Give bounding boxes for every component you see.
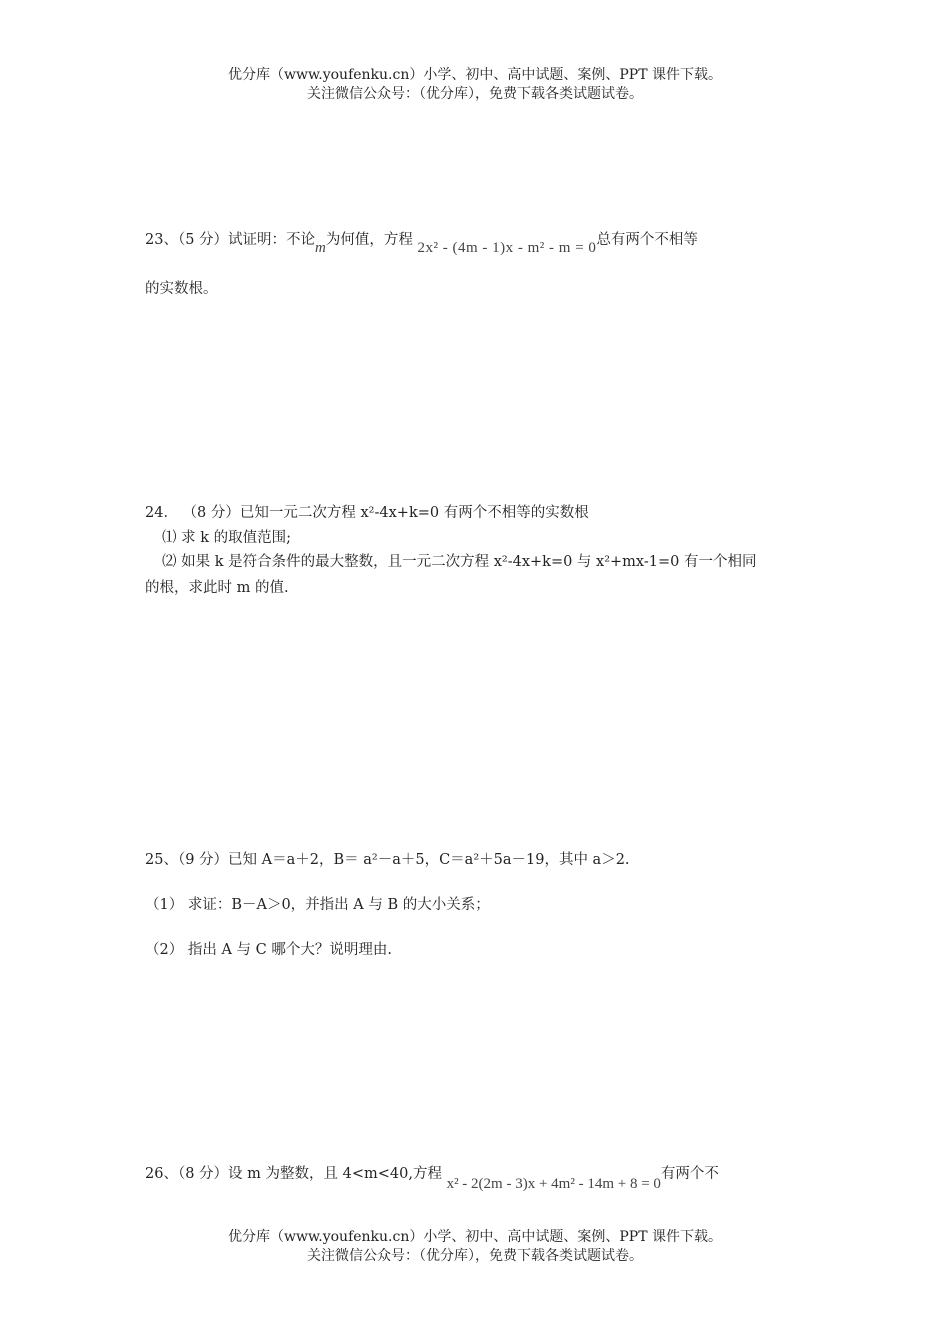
- question-26-equation: x² - 2(2m - 3)x + 4m² - 14m + 8 = 0: [446, 1176, 661, 1192]
- question-23-prefix: 23、（5 分）试证明：不论: [145, 232, 316, 248]
- question-25-part-2: （2） 指出 A 与 C 哪个大？说明理由.: [145, 942, 392, 958]
- header-line-1: 优分库（www.youfenku.cn）小学、初中、高中试题、案例、PPT 课件下载。: [227, 67, 722, 83]
- page-footer: [0, 1228, 950, 1266]
- header-line-2: 关注微信公众号：（优分库），免费下载各类试题试卷。: [307, 86, 643, 102]
- question-26-line: [145, 1162, 719, 1192]
- page-header: [0, 66, 950, 104]
- question-24-part-2: ⑵ 如果 k 是符合条件的最大整数，且一元二次方程 x²-4x+k=0 与 x²+mx-1=0 有一个相同: [162, 554, 757, 570]
- footer-line-1: 优分库（www.youfenku.cn）小学、初中、高中试题、案例、PPT 课件下载。: [227, 1229, 722, 1245]
- question-23-suffix: 总有两个不相等: [596, 232, 698, 248]
- question-26-prefix: 26、（8 分）设 m 为整数，且 4<m<40,方程: [145, 1166, 442, 1182]
- question-24-part-2-cont: 的根，求此时 m 的值.: [145, 580, 289, 596]
- question-25-title: 25、（9 分）已知 A＝a＋2，B＝ a²－a＋5，C＝a²＋5a－19，其中 a＞2.: [145, 852, 630, 868]
- question-26-suffix: 有两个不: [660, 1166, 719, 1182]
- question-23-mid: 为何值，方程: [325, 232, 413, 248]
- footer-line-2: 关注微信公众号：（优分库），免费下载各类试题试卷。: [307, 1248, 643, 1264]
- question-24-part-1: ⑴ 求 k 的取值范围;: [162, 530, 291, 546]
- question-23-equation: 2x² - (4m - 1)x - m² - m = 0: [417, 240, 597, 256]
- question-23-variable: m: [315, 240, 326, 256]
- question-23-line-1: [145, 228, 698, 256]
- question-23-line-2: 的实数根。: [145, 281, 218, 297]
- question-25-part-1: （1） 求证：B－A＞0，并指出 A 与 B 的大小关系；: [145, 897, 490, 913]
- question-24-title: 24． （8 分）已知一元二次方程 x²-4x+k=0 有两个不相等的实数根: [145, 505, 589, 521]
